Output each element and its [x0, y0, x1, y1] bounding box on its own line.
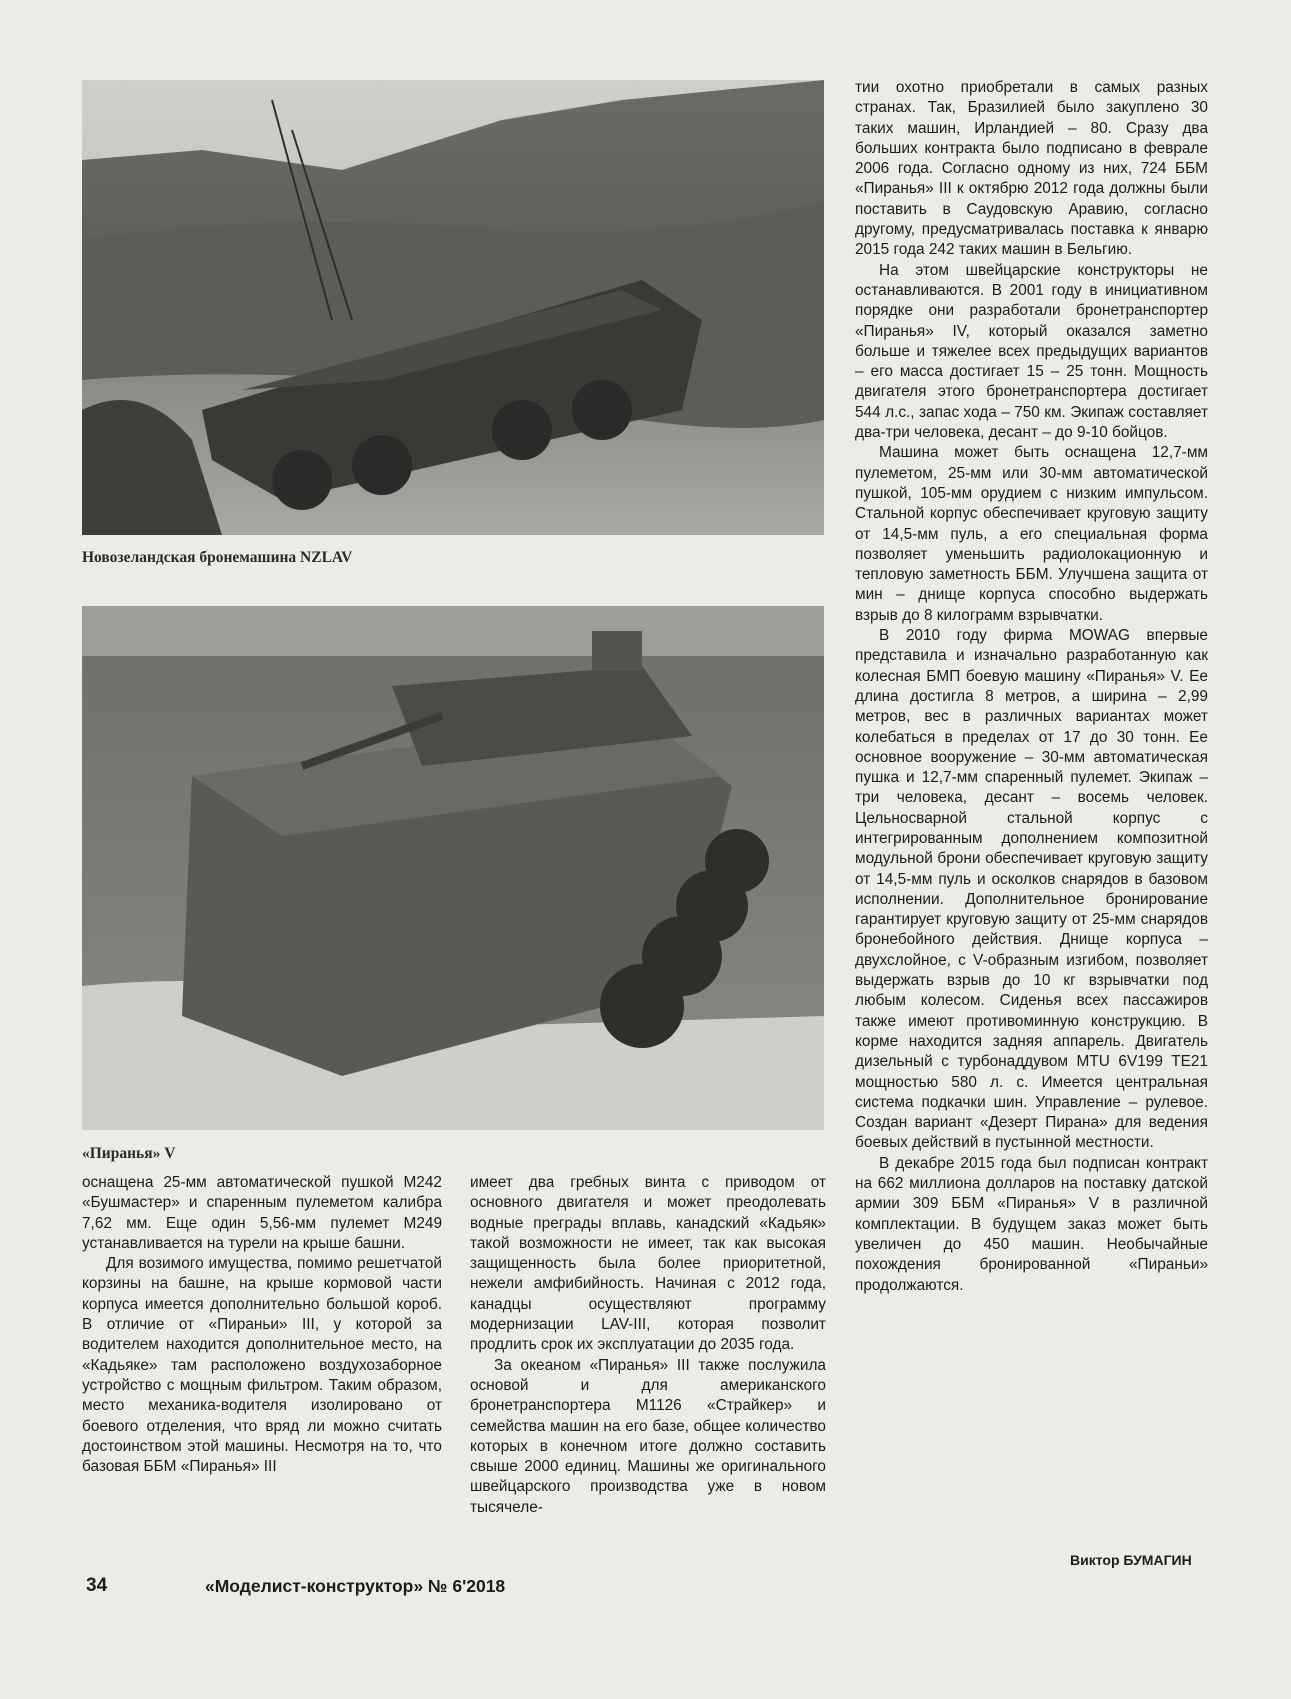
right-column: [855, 78, 1208, 1296]
paragraph: В 2010 году фирма MOWAG впервые представила и изначально разработанную как колесная БМП боевую машину «Пиранья» V. Ее длина достигла 8 метров, а ширина – 2,99 метров, вес в различных вариантах может колебаться в пределах от 17 до 30 тонн. Ее основное вооружение – 30-мм автоматическая пушка и 12,7-мм спаренный пулемет. Экипаж – три человека, десант – восемь человек. Цельносварной стальной корпус с интегрированным дополнением композитной модульной брони обеспечивает круговую защиту от 14,5-мм пуль и осколков снарядов в базовом исполнении. Дополнительное бронирование гарантирует круговую защиту от 25-мм снарядов бронебойного действия. Днище корпуса – двухслойное, с V-образным изгибом, позволяет выдержать взрыв до 10 кг взрывчатки под любым колесом. Сиденья всех пассажиров также имеют противоминную конструкцию. В корме находится задняя аппарель. Двигатель дизельный с турбонаддувом MTU 6V199 TE21 мощностью 580 л. с. Имеется центральная система подкачки шин. Управление – рулевое. Создан вариант «Дезерт Пирана» для ведения боевых действий в пустынной местности.: [855, 627, 1208, 1152]
photo1-caption: Новозеландская бронемашина NZLAV: [82, 549, 353, 566]
paragraph: За океаном «Пиранья» III также послужила основой и для американского бронетранспортера M1126 «Страйкер» и семейства машин на его базе, общее количество которых в конечном итоге должно составить свыше 2000 единиц. Машины же оригинального швейцарского производства уже в новом тысячеле-: [470, 1356, 826, 1516]
paragraph: Машина может быть оснащена 12,7-мм пулеметом, 25-мм или 30-мм автоматической пушкой, 105-мм орудием с низким импульсом. Стальной корпус обеспечивает круговую защиту от 14,5-мм пуль, а его специальная форма позволяет уменьшить радиолокационную и тепловую заметность ББМ. Улучшена защита от мин – днище корпуса способно выдержать взрыв до 8 килограмм взрывчатки.: [855, 444, 1208, 624]
photo-piranha-v: [82, 606, 824, 1130]
photo-nzlav-image: [82, 80, 824, 535]
paragraph: тии охотно приобретали в самых разных странах. Так, Бразилией было закуплено 30 таких машин, Ирландией – 80. Сразу два больших контракта было подписано в феврале 2006 года. Согласно одному из них, 724 ББМ «Пиранья» III к октябрю 2012 года должны были поставить в Саудовскую Аравию, согласно другому, предусматривалась поставка к январю 2015 года 242 таких машин в Бельгию.: [855, 79, 1208, 259]
page-number: 34: [86, 1575, 108, 1596]
photo-nzlav: [82, 80, 824, 535]
left-column: [82, 1173, 442, 1477]
paragraph: оснащена 25-мм автоматической пушкой M242 «Бушмастер» и спаренным пулеметом калибра 7,62 мм. Еще один 5,56-мм пулемет M249 устанавливается на турели на крыше башни.: [82, 1174, 442, 1252]
paragraph: В декабре 2015 года был подписан контракт на 662 миллиона долларов на поставку датской армии 309 ББМ «Пиранья» V в различной комплектации. В будущем заказ может быть увеличен до 450 машин. Необычайные похождения бронированной «Пираньи» продолжаются.: [855, 1154, 1208, 1294]
photo-piranha-v-image: [82, 606, 824, 1130]
paragraph: имеет два гребных винта с приводом от основного двигателя и может преодолевать водные преграды вплавь, канадский «Кадьяк» такой возможности не имеет, так как высокая защищенность была более приоритетной, нежели амфибийность. Начиная с 2012 года, канадцы осуществляют программу модернизации LAV-III, которая позволит продлить срок их эксплуатации до 2035 года.: [470, 1174, 826, 1354]
paragraph: На этом швейцарские конструкторы не останавливаются. В 2001 году в инициативном порядке они разработали бронетранспортер «Пиранья» IV, который оказался заметно больше и тяжелее всех предыдущих вариантов – его масса достигает 15 – 25 тонн. Мощность двигателя этого бронетранспортера достигает 544 л.с., запас хода – 750 км. Экипаж составляет два-три человека, десант – до 9-10 бойцов.: [855, 261, 1208, 442]
photo2-caption: «Пиранья» V: [82, 1145, 176, 1162]
magazine-title: «Моделист-конструктор» № 6'2018: [205, 1576, 506, 1596]
author-signature: Виктор БУМАГИН: [1070, 1552, 1192, 1568]
middle-column: [470, 1173, 826, 1518]
paragraph: Для возимого имущества, помимо решетчатой корзины на башне, на крыше кормовой части корпуса имеется дополнительно большой короб. В отличие от «Пираньи» III, у которой за водителем находится дополнительное место, на «Кадьяке» там расположено воздухозаборное устройство с мощным фильтром. Таким образом, место механика-водителя изолировано от боевого отделения, что вряд ли можно считать достоинством этой машины. Несмотря на то, что базовая ББМ «Пиранья» III: [82, 1255, 442, 1476]
